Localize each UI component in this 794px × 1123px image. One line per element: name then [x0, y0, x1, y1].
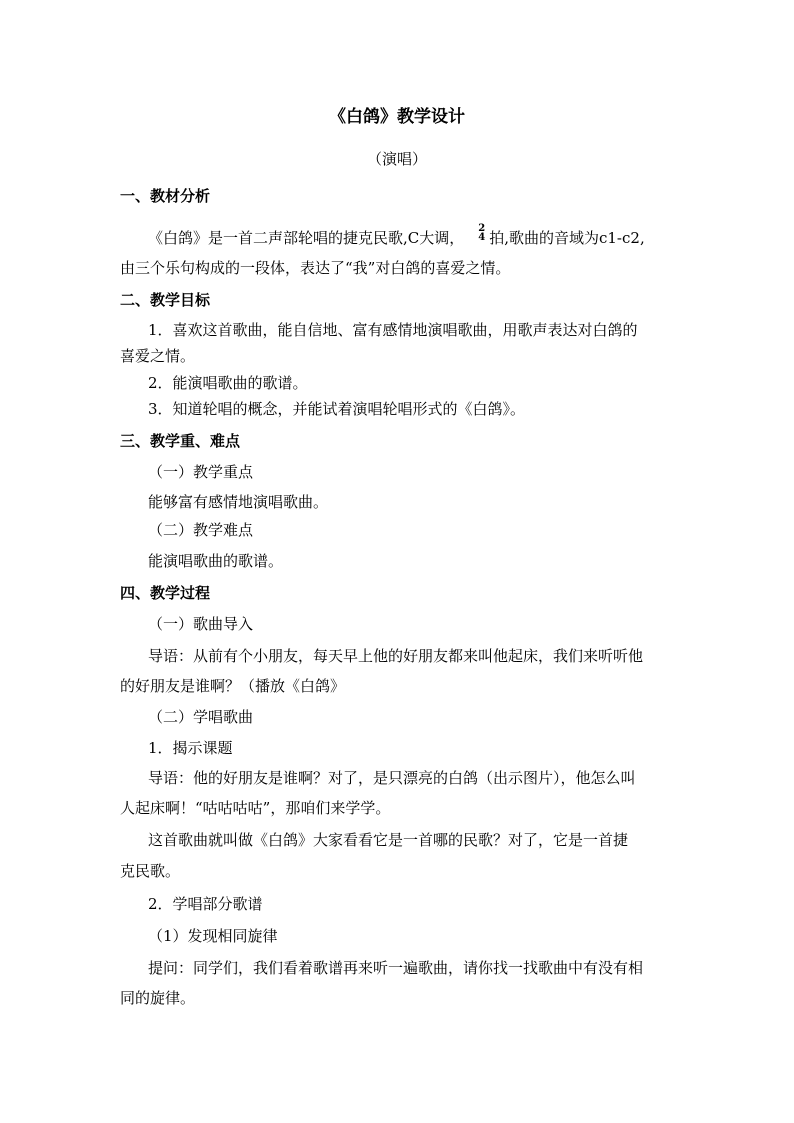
section-heading-process: 四、教学过程: [120, 584, 211, 602]
step-1-title: 1．揭示课题: [148, 739, 233, 757]
step-2-title: 2．学唱部分歌谱: [148, 895, 263, 913]
key-point-label: （一）教学重点: [148, 463, 254, 481]
time-signature: [478, 224, 485, 242]
intro-label: （一）歌曲导入: [148, 615, 254, 633]
step-2-line1: 提问：同学们，我们看着歌谱再来听一遍歌曲，请你找一找歌曲中有没有相: [148, 959, 644, 977]
time-signature-top: 2: [478, 223, 486, 234]
paragraph-materials-line1: [148, 223, 708, 248]
goal-1-line2: 喜爱之情。: [120, 347, 196, 365]
paragraph-text: 《白鸽》是一首二声部轮唱的捷克民歌,C大调，: [148, 229, 465, 247]
step-1-line4: 克民歌。: [120, 862, 181, 880]
paragraph-materials-line2: 由三个乐句构成的一段体，表达了“我”对白鸽的喜爱之情。: [120, 259, 511, 277]
key-point-text: 能够富有感情地演唱歌曲。: [148, 493, 329, 511]
section-heading-goals: 二、教学目标: [120, 291, 211, 309]
section-heading-materials: 一、教材分析: [120, 187, 211, 205]
step-2-subtitle: （1）发现相同旋律: [148, 927, 278, 945]
step-1-line2: 人起床啊！“咕咕咕咕”，那咱们来学学。: [120, 799, 391, 817]
document-subtitle: （演唱）: [366, 150, 427, 168]
goal-3: 3．知道轮唱的概念，并能试着演唱轮唱形式的《白鸽》。: [148, 400, 526, 418]
paragraph-text: 拍,歌曲的音域为c1-c2,: [489, 229, 645, 247]
intro-line1: 导语：从前有个小朋友，每天早上他的好朋友都来叫他起床，我们来听听他: [148, 647, 644, 665]
difficulty-label: （二）教学难点: [148, 521, 254, 539]
step-2-line2: 同的旋律。: [120, 989, 196, 1007]
step-1-line3: 这首歌曲就叫做《白鸽》大家看看它是一首哪的民歌？对了，它是一首捷: [148, 831, 629, 849]
step-1-line1: 导语：他的好朋友是谁啊？对了，是只漂亮的白鸽（出示图片），他怎么叫: [148, 769, 636, 787]
learn-label: （二）学唱歌曲: [148, 708, 254, 726]
difficulty-text: 能演唱歌曲的歌谱。: [148, 552, 284, 570]
goal-2: 2．能演唱歌曲的歌谱。: [148, 374, 308, 392]
intro-line2: 的好朋友是谁啊？（播放《白鸽》: [120, 677, 346, 695]
goal-1-line1: 1．喜欢这首歌曲，能自信地、富有感情地演唱歌曲，用歌声表达对白鸽的: [148, 321, 638, 339]
document-title: 《白鸽》教学设计: [329, 107, 465, 127]
section-heading-key-points: 三、教学重、难点: [120, 432, 241, 450]
time-signature-bottom: 4: [478, 232, 486, 243]
